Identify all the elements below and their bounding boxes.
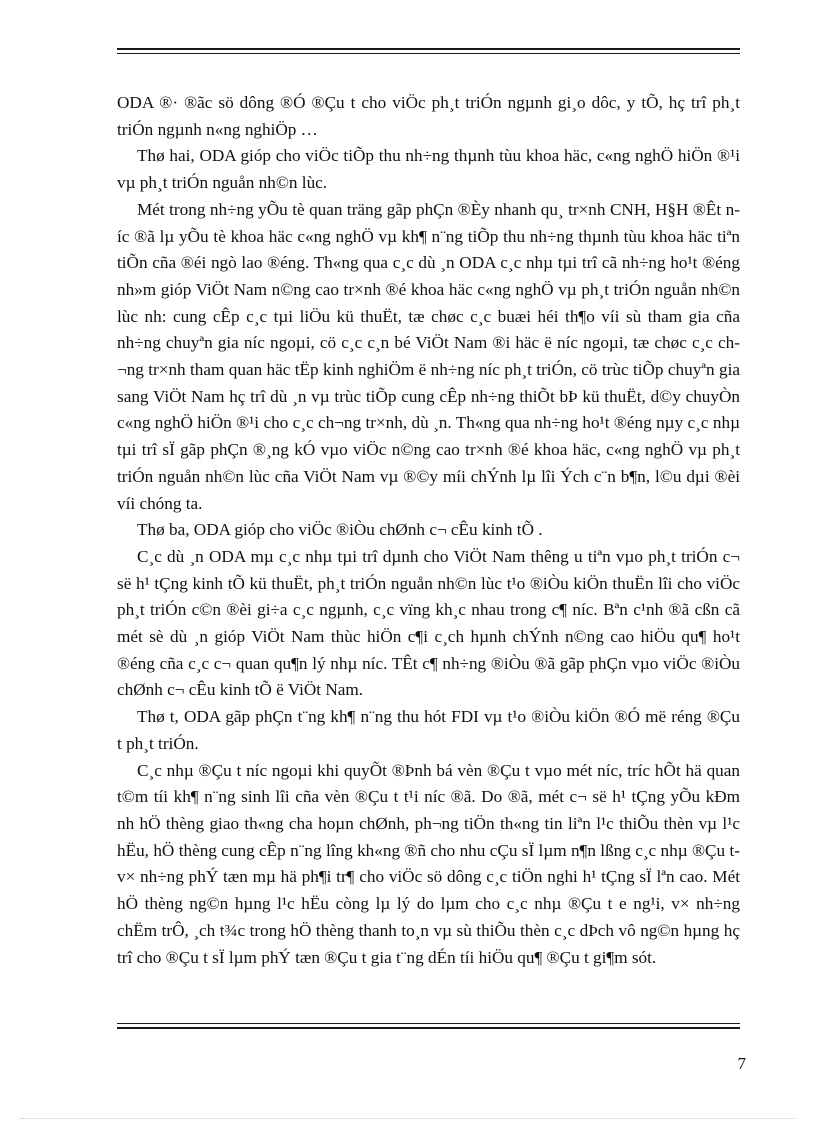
paragraph: Thø hai, ODA gióp cho viÖc tiÕp thu nh÷ng thµnh tùu khoa häc, c«ng nghÖ hiÖn ®¹i vµ ph¸t triÓn nguån nh©n lùc. bbox=[117, 146, 740, 193]
paragraph: C¸c nhµ ®Çu t níc ngoµi khi quyÕt ®Þnh bá vèn ®Çu t vµo mét níc, tríc hÕt hä quan t©m tíi kh¶ n¨ng sinh lîi cña vèn ®Çu t t¹i níc ®ã. Do ®ã, mét c¬ së h¹ tÇng yÕu kÐm nh hÖ thèng giao th«ng cha hoµn chØnh, ph¬ng tiÖn th«ng tin liªn l¹c thiÕu thèn vµ l¹c hËu, hÖ thèng cung cÊp n¨ng lîng kh«ng ®ñ cho nhu cÇu sÏ lµm n¶n lßng c¸c nhµ ®Çu t v× nh÷ng phÝ tæn mµ hä ph¶i tr¶ cho viÖc sö dông c¸c tiÖn nghi h¹ tÇng sÏ lªn cao. Mét hÖ thèng ng©n hµng l¹c hËu còng lµ lý do lµm cho c¸c nhµ ®Çu t e ng¹i, v× nh÷ng chËm trÔ, ¸ch t¾c trong hÖ thèng thanh to¸n vµ sù thiÕu thèn c¸c dÞch vô ng©n hµng hç trî cho ®Çu t sÏ lµm phÝ tæn ®Çu t gia t¨ng dÉn tíi hiÖu qu¶ ®Çu t gi¶m sót. bbox=[117, 760, 740, 967]
page-edge-divider bbox=[20, 1118, 796, 1119]
footer-rule-top bbox=[117, 1023, 740, 1024]
paragraph: Mét trong nh÷ng yÕu tè quan träng gãp phÇn ®Èy nhanh qu¸ tr×nh CNH, H§H ®Êt níc ®ã lµ yÕu tè khoa häc c«ng nghÖ vµ kh¶ n¨ng tiÕp thu nh÷ng thµnh tùu khoa häc tiªn tiÕn cña ®éi ngò lao ®éng. Th«ng qua c¸c dù ¸n ODA c¸c nhµ tµi trî cã nh÷ng ho¹t ®éng nh»m gióp ViÖt Nam n©ng cao tr×nh ®é khoa häc c«ng nghÖ vµ ph¸t triÓn nguån nh©n lùc nh: cung cÊp c¸c tµi liÖu kü thuËt, tæ chøc c¸c buæi héi th¶o víi sù tham gia cña nh÷ng chuyªn gia níc ngoµi, cö c¸c c¸n bé ViÖt Nam ®i häc ë níc ngoµi, tæ chøc c¸c ch¬ng tr×nh tham quan häc tËp kinh nghiÖm ë nh÷ng níc ph¸t triÓn, cö trùc tiÕp chuyªn gia sang ViÖt Nam hç trî dù ¸n vµ trùc tiÕp cung cÊp nh÷ng thiÕt bÞ kü thuËt, d©y chuyÒn c«ng nghÖ hiÖn ®¹i cho c¸c ch¬ng tr×nh, dù ¸n. Th«ng qua nh÷ng ho¹t ®éng nµy c¸c nhµ tµi trî sÏ gãp phÇn ®¸ng kÓ vµo viÖc n©ng cao tr×nh ®é khoa häc, c«ng nghÖ vµ ph¸t triÓn nguån nh©n lùc cña ViÖt Nam vµ ®©y míi chÝnh lµ lîi Ých c¨n b¶n, l©u dµi ®èi víi chóng ta. bbox=[117, 199, 740, 513]
body-text bbox=[117, 90, 740, 971]
page-number: 7 bbox=[737, 1054, 746, 1073]
paragraph: ODA ®· ®ãc sö dông ®Ó ®Çu t cho viÖc ph¸t triÓn ngµnh gi¸o dôc, y tÕ, hç trî ph¸t triÓn ngµnh n«ng nghiÖp … bbox=[117, 93, 740, 139]
header-rule-bottom bbox=[117, 53, 740, 54]
header-rule-top bbox=[117, 48, 740, 50]
paragraph: C¸c dù ¸n ODA mµ c¸c nhµ tµi trî dµnh cho ViÖt Nam thêng u tiªn vµo ph¸t triÓn c¬ së h¹ tÇng kinh tÕ kü thuËt, ph¸t triÓn nguån nh©n lùc t¹o ®iÒu kiÖn thuËn lîi cho viÖc ph¸t triÓn c©n ®èi gi÷a c¸c ngµnh, c¸c vïng kh¸c nhau trong c¶ níc. Bªn c¹nh ®ã cßn cã mét sè dù ¸n gióp ViÖt Nam thùc hiÖn c¶i c¸ch hµnh chÝnh n©ng cao hiÖu qu¶ ho¹t ®éng cña c¸c c¬ quan qu¶n lý nhµ níc. TÊt c¶ nh÷ng ®iÒu ®ã gãp phÇn vµo viÖc ®iÒu chØnh c¬ cÊu kinh tÕ ë ViÖt Nam. bbox=[117, 546, 740, 700]
paragraph: Thø ba, ODA gióp cho viÖc ®iÒu chØnh c¬ cÊu kinh tÕ . bbox=[137, 520, 543, 540]
footer-rule-bottom bbox=[117, 1027, 740, 1029]
paragraph: Thø t, ODA gãp phÇn t¨ng kh¶ n¨ng thu hót FDI vµ t¹o ®iÒu kiÖn ®Ó më réng ®Çu t ph¸t triÓn. bbox=[117, 707, 740, 753]
